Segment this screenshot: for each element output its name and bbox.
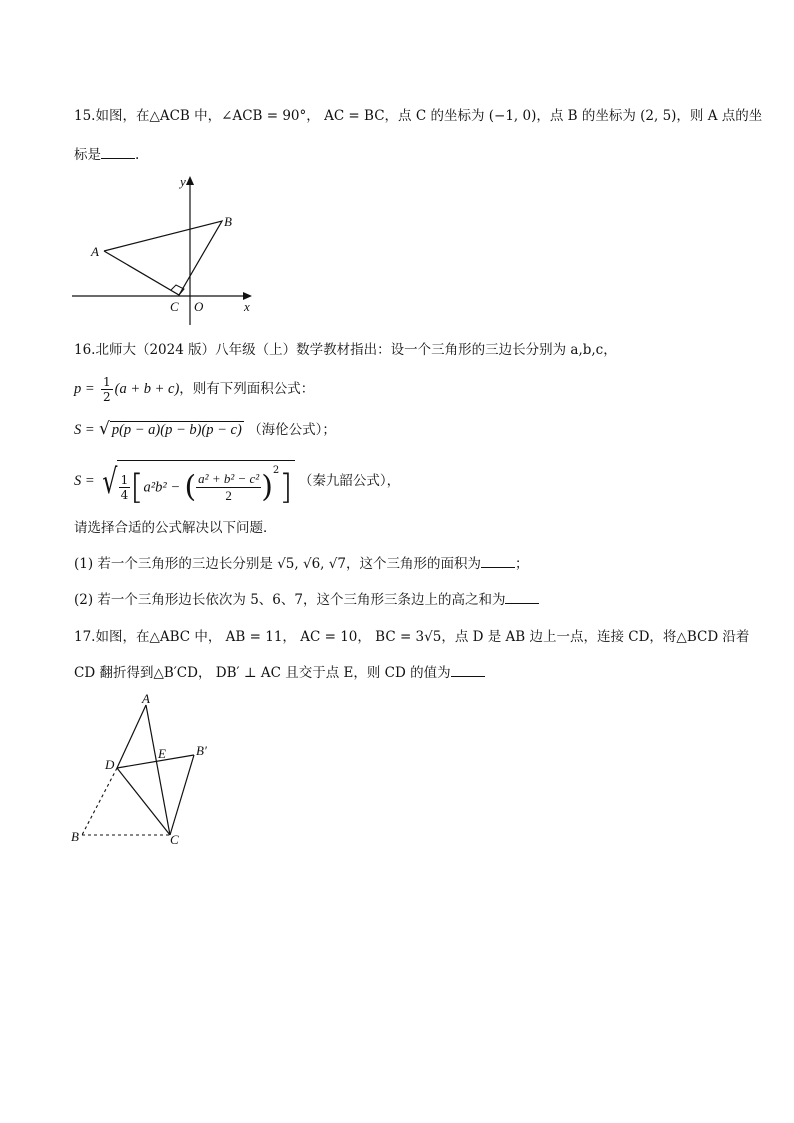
q16-p-rhs: (a + b + c) — [114, 381, 180, 397]
q16-p-formula — [74, 373, 314, 405]
q16-qin-paren-open: ( — [184, 469, 197, 504]
q17-label-B: B — [71, 829, 79, 844]
q16-p-lhs: p = — [74, 381, 95, 397]
q17-line1: 17.如图，在△ABC 中， AB = 11， AC = 10， BC = 3√5，点 D 是 AB 边上一点，连接 CD，将△BCD 沿着 — [74, 629, 750, 645]
q16-qin-paren-close: ) — [261, 469, 273, 504]
q16-qin-radicand — [117, 460, 295, 507]
q16-qin-sqrt: √ — [102, 461, 118, 502]
q16-part1-end: ； — [514, 556, 529, 572]
q15-label-y: y — [180, 174, 186, 189]
q15-label-B: B — [224, 214, 232, 229]
q16-line1: 16.北师大（2024 版）八年级（上）数学教材指出：设一个三角形的三边长分别为 a,b,c， — [74, 342, 617, 358]
q16-heron-name: （海伦公式）； — [248, 422, 336, 438]
q17-figure — [66, 692, 226, 852]
q16-heron-lhs: S = — [74, 422, 95, 438]
q15-answer-blank[interactable] — [101, 145, 135, 159]
q16-qin-quarter-num: 1 — [120, 472, 129, 487]
q16-part1 — [74, 554, 528, 574]
q16-qin-bracket-close: ] — [279, 467, 293, 507]
q16-part2 — [74, 590, 539, 610]
q17-label-D: D — [105, 757, 115, 772]
q16-qin-bracket-open: [ — [130, 467, 144, 507]
q15-line2 — [74, 145, 139, 165]
q17-label-C: C — [170, 832, 179, 847]
q15-line2-text: 标是 — [74, 147, 101, 163]
q16-part1-answer-blank[interactable] — [481, 554, 515, 568]
q16-instruction: 请选择合适的公式解决以下问题． — [74, 520, 277, 536]
q16-heron-sqrt: √ — [98, 419, 110, 439]
q15-line2-end: . — [135, 147, 140, 163]
q15-label-O: O — [194, 299, 204, 314]
q17-answer-blank[interactable] — [451, 663, 485, 677]
q16-qin-lhs: S = — [74, 473, 95, 489]
q16-part2-answer-blank[interactable] — [505, 590, 539, 604]
q16-p-frac-num: 1 — [102, 375, 111, 389]
q17-line2-text: CD 翻折得到△B′CD， DB′ ⊥ AC 且交于点 E，则 CD 的值为 — [74, 665, 451, 681]
q16-qin-square: 2 — [272, 464, 280, 476]
q16-qin-quarter-den: 4 — [120, 487, 129, 502]
q16-qin-name: （秦九韶公式）， — [298, 473, 401, 489]
q15-figure — [66, 170, 326, 330]
q16-part1-text: (1) 若一个三角形的三边长分别是 √5, √6, √7，这个三角形的面积为 — [74, 556, 481, 572]
q17-line2 — [74, 663, 485, 683]
q15-label-A: A — [91, 244, 99, 259]
q16-qin-formula — [74, 455, 400, 507]
q16-heron-radicand: p(p − a)(p − b)(p − c) — [111, 422, 242, 438]
q16-p-frac-den: 2 — [102, 390, 111, 404]
q16-qin-quarter — [119, 473, 131, 502]
q16-heron-formula — [74, 418, 336, 440]
q16-p-fraction — [101, 375, 113, 404]
q16-part2-text: (2) 若一个三角形边长依次为 5、6、7，这个三角形三条边上的高之和为 — [74, 592, 506, 608]
q15-line1: 15.如图，在△ACB 中，∠ACB = 90°， AC = BC，点 C 的坐标为 (−1, 0)，点 B 的坐标为 (2, 5)，则 A 点的坐 — [74, 108, 763, 124]
q17-label-Bp: B′ — [196, 743, 207, 758]
q16-qin-inner-den: 2 — [225, 487, 232, 503]
q15-label-x: x — [244, 299, 250, 314]
q17-label-A: A — [142, 692, 150, 706]
q16-qin-inner-frac — [196, 471, 261, 504]
q16-qin-inner-num: a² + b² − c² — [198, 470, 260, 486]
q15-label-C: C — [170, 299, 179, 314]
q17-label-E: E — [158, 746, 166, 761]
q16-p-tail: ，则有下列面积公式： — [179, 381, 315, 397]
q16-qin-term: a²b² − — [143, 479, 181, 495]
